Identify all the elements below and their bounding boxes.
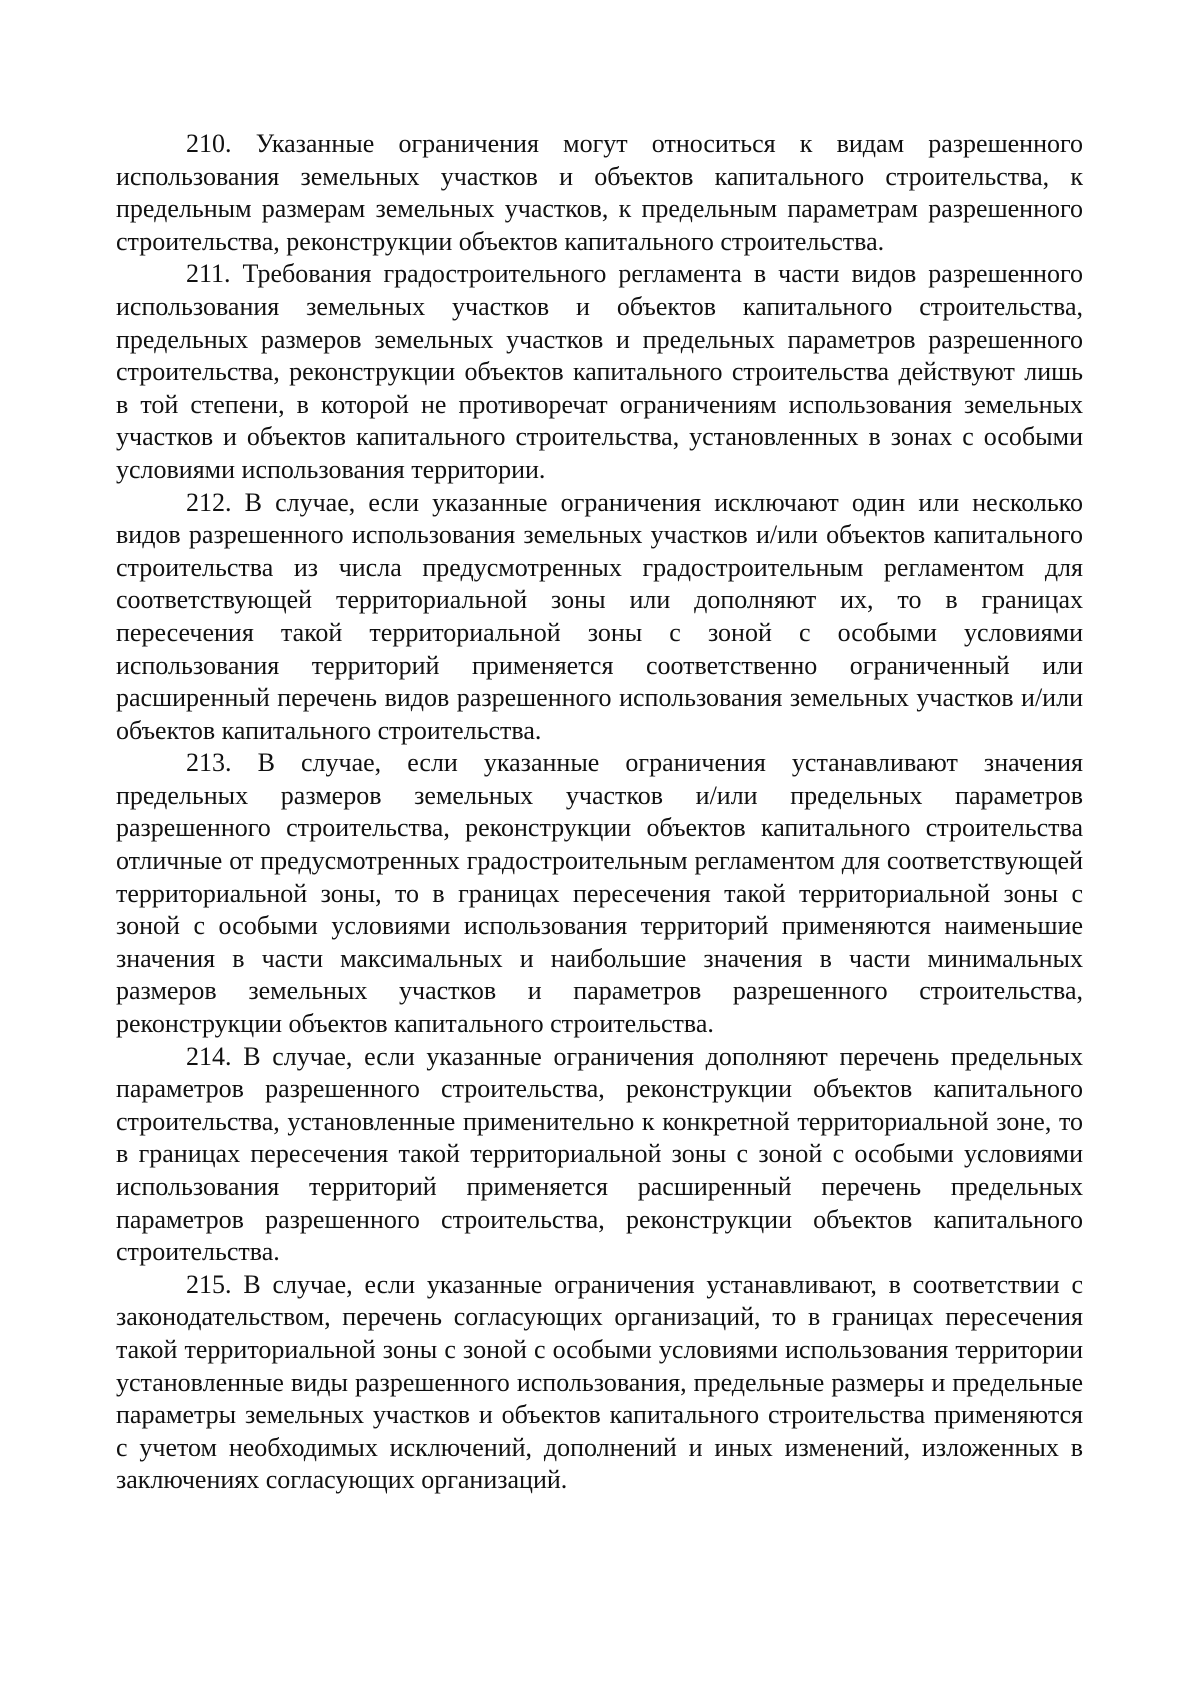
- paragraph-text: В случае, если указанные ограничения устанавливают значения предельных размеров земельных участков и/или предельных параметров разрешенного строительства, реконструкции объектов капитального строительства отличные от предусмотренных градостроительным регламентом для соответствующей территориальной зоны, то в границах пересечения такой территориальной зоны с зоной с особыми условиями использования территорий применяются наименьшие значения в части максимальных и наибольшие значения в части минимальных размеров земельных участков и параметров разрешенного строительства, реконструкции объектов капитального строительства.: [116, 748, 1084, 1039]
- paragraph-text: В случае, если указанные ограничения устанавливают, в соответствии с законодательством, перечень согласующих организаций, то в границах пересечения такой территориальной зоны с зоной с особыми условиями использования территории установленные виды разрешенного использования, предельные размеры и предельные параметры земельных участков и объектов капитального строительства применяются с учетом необходимых исключений, дополнений и иных изменений, изложенных в заключениях согласующих организаций.: [116, 1269, 1083, 1495]
- paragraph-215: [116, 1269, 1083, 1497]
- paragraph-number: 215.: [186, 1269, 232, 1299]
- paragraph-text: В случае, если указанные ограничения исключают один или несколько видов разрешенного использования земельных участков и/или объектов капитального строительства из числа предусмотренных градостроительным регламентом для соответствующей территориальной зоны или дополняют их, то в границах пересечения такой территориальной зоны с зоной с особыми условиями использования территорий применяется соответственно ограниченный или расширенный перечень видов разрешенного использования земельных участков и/или объектов капитального строительства.: [116, 487, 1083, 745]
- paragraph-212: [116, 487, 1083, 748]
- paragraph-number: 212.: [186, 487, 232, 517]
- paragraph-text: В случае, если указанные ограничения дополняют перечень предельных параметров разрешенного строительства, реконструкции объектов капитального строительства, установленные применительно к конкретной территориальной зоне, то в границах пересечения такой территориальной зоны с зоной с особыми условиями использования территорий применяется расширенный перечень предельных параметров разрешенного строительства, реконструкции объектов капитального строительства.: [116, 1041, 1083, 1267]
- paragraph-text: Указанные ограничения могут относиться к видам разрешенного использования земельных участков и объектов капитального строительства, к предельным размерам земельных участков, к предельным параметрам разрешенного строительства, реконструкции объектов капитального строительства.: [116, 129, 1083, 256]
- paragraph-210: [116, 128, 1083, 258]
- paragraph-number: 211.: [186, 259, 231, 289]
- paragraph-214: [116, 1041, 1083, 1269]
- paragraph-213: [116, 747, 1083, 1040]
- paragraph-number: 210.: [186, 129, 232, 158]
- paragraph-number: 214.: [186, 1041, 232, 1071]
- paragraph-number: 213.: [186, 748, 232, 778]
- paragraph-text: Требования градостроительного регламента в части видов разрешенного использования земельных участков и объектов капитального строительства, предельных размеров земельных участков и предельных параметров разрешенного строительства, реконструкции объектов капитального строительства действуют лишь в той степени, в которой не противоречат ограничениям использования земельных участков и объектов капитального строительства, установленных в зонах с особыми условиями использования территории.: [116, 259, 1083, 484]
- paragraph-211: [116, 258, 1083, 486]
- document-page: [116, 128, 1083, 1497]
